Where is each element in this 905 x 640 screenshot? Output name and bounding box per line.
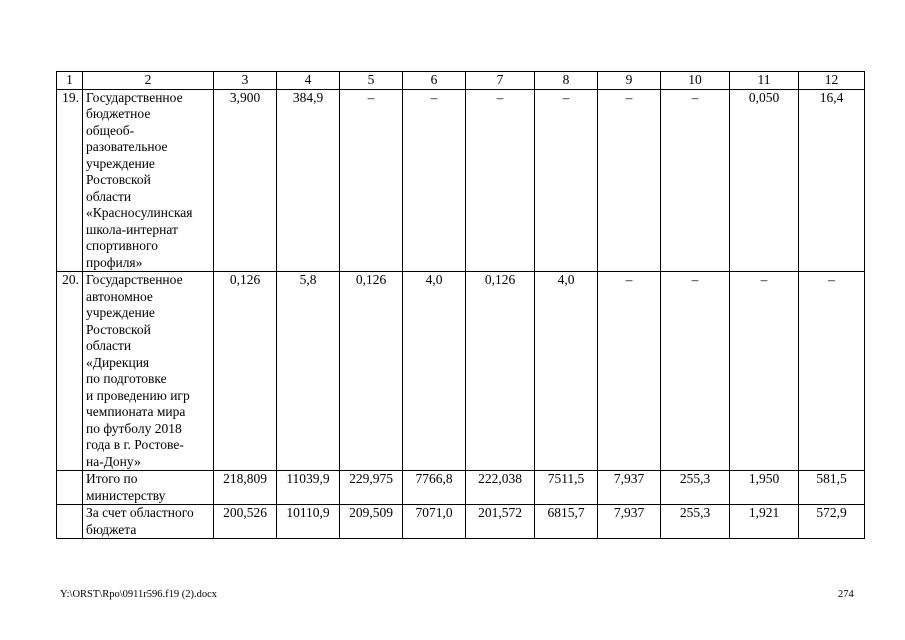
row-number [57,471,83,505]
data-table [56,71,865,539]
value-cell: 4,0 [535,272,598,471]
name-line: области [86,188,132,204]
name-line: Государственное [86,272,183,287]
page-number: 274 [838,589,854,600]
value-cell: 200,526 [214,505,277,539]
value-cell: – [535,89,598,272]
name-line: учреждение [86,305,155,320]
value-cell: 255,3 [661,471,730,505]
name-line: профиля» [86,254,143,270]
name-line: Ростовской [86,172,151,187]
name-line: «Дирекция [86,354,150,370]
value-cell: 6815,7 [535,505,598,539]
row-number: 19. [57,89,83,272]
name-line: Итого по [86,471,138,486]
value-cell: 11039,9 [277,471,340,505]
value-cell: 4,0 [403,272,466,471]
table-header-row [57,72,865,90]
column-number: 6 [403,72,466,90]
column-number: 8 [535,72,598,90]
name-line: «Красносулинская [86,205,193,220]
value-cell: 201,572 [466,505,535,539]
table-row [57,89,865,272]
value-cell: – [799,272,865,471]
table-row [57,471,865,505]
name-line: За счет областного [86,505,194,520]
name-line: Ростовской [86,321,151,337]
name-line: спортивного [86,238,158,253]
column-number: 10 [661,72,730,90]
table-row [57,272,865,471]
value-cell: 16,4 [799,89,865,272]
value-cell: 229,975 [340,471,403,505]
name-line: бюджетное [86,106,151,121]
value-cell: 0,126 [466,272,535,471]
value-cell: 581,5 [799,471,865,505]
column-number: 7 [466,72,535,90]
value-cell: – [661,89,730,272]
column-number: 5 [340,72,403,90]
file-path: Y:\ORST\Rpo\0911r596.f19 (2).docx [60,589,218,600]
name-line: и проведению игр [86,387,190,403]
row-number: 20. [57,272,83,471]
name-line: года в г. Ростове- [86,437,184,452]
value-cell: 10110,9 [277,505,340,539]
value-cell: – [340,89,403,272]
value-cell: 572,9 [799,505,865,539]
value-cell: 7,937 [598,505,661,539]
value-cell: – [730,272,799,471]
institution-name [83,272,214,471]
value-cell: 384,9 [277,89,340,272]
name-line: общеоб- [86,122,135,138]
value-cell: 1,950 [730,471,799,505]
value-cell: 7071,0 [403,505,466,539]
column-number: 4 [277,72,340,90]
column-number: 2 [83,72,214,90]
name-line: области [86,338,132,353]
value-cell: 0,126 [340,272,403,471]
name-line: Государственное [86,89,183,105]
value-cell: 222,038 [466,471,535,505]
value-cell: – [598,272,661,471]
value-cell: 0,126 [214,272,277,471]
value-cell: – [661,272,730,471]
institution-name [83,505,214,539]
value-cell: 255,3 [661,505,730,539]
value-cell: – [403,89,466,272]
name-line: автономное [86,288,153,304]
value-cell: – [598,89,661,272]
institution-name [83,471,214,505]
row-number [57,505,83,539]
value-cell: – [466,89,535,272]
name-line: по подготовке [86,371,167,386]
value-cell: 0,050 [730,89,799,272]
value-cell: 3,900 [214,89,277,272]
column-number: 3 [214,72,277,90]
name-line: чемпионата мира [86,404,186,419]
value-cell: 7,937 [598,471,661,505]
column-number: 9 [598,72,661,90]
value-cell: 209,509 [340,505,403,539]
column-number: 12 [799,72,865,90]
value-cell: 218,809 [214,471,277,505]
table-row [57,505,865,539]
column-number: 1 [57,72,83,90]
value-cell: 1,921 [730,505,799,539]
name-line: по футболу 2018 [86,420,182,436]
value-cell: 7766,8 [403,471,466,505]
name-line: школа-интернат [86,221,178,237]
value-cell: 7511,5 [535,471,598,505]
name-line: бюджета [86,521,137,537]
column-number: 11 [730,72,799,90]
value-cell: 5,8 [277,272,340,471]
name-line: разовательное [86,139,168,154]
institution-name [83,89,214,272]
name-line: министерству [86,487,166,503]
name-line: учреждение [86,155,155,171]
name-line: на-Дону» [86,453,141,469]
